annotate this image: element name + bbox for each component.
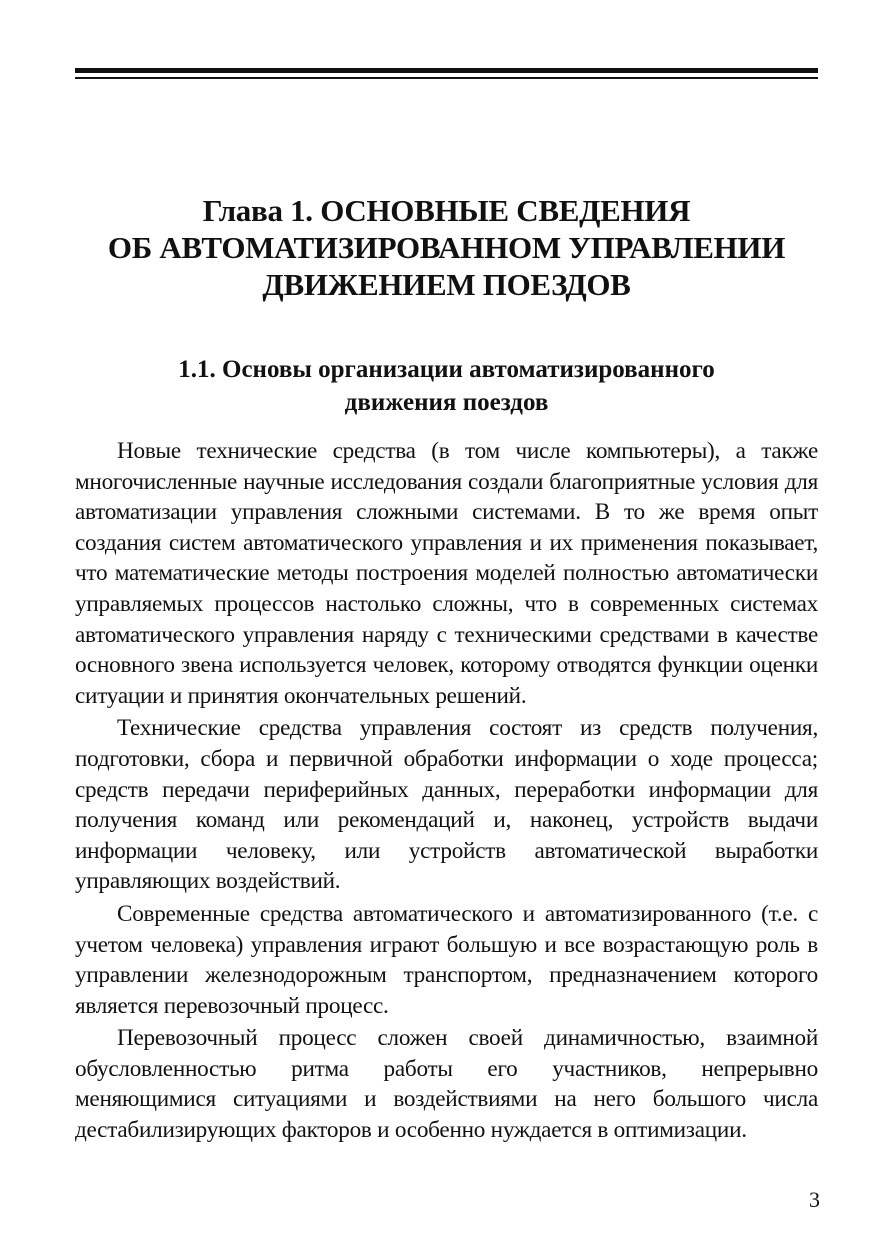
header-rule [75,68,818,79]
paragraph: Современные средства автоматического и автоматизированного (т.е. с учетом человека) управления играют большую и все возрастающую роль в управлении железнодорожным транспортом, предназначением которого является перевозочный процесс. [75,900,818,1019]
chapter-title-line: ОБ АВТОМАТИЗИРОВАННОМ УПРАВЛЕНИИ [107,230,786,265]
paragraph: Новые технические средства (в том числе компьютеры), а также многочисленные научные исследования создали благоприятные условия для автоматизации управления сложными системами. В то же время опыт создания систем автоматического управления и их применения показывает, что математические методы построения моделей полностью автоматически управляемых процессов настолько сложны, что в современных системах автоматического управления наряду с техническими средствами в качестве основного звена используется человек, которому отводятся функции оценки ситуации и принятия окончательных решений. [75,438,818,709]
header-rule-thin [75,77,818,79]
chapter-title [75,192,818,303]
section-title-line: движения поездов [344,389,549,416]
page-number: 3 [809,1187,820,1212]
paragraph: Перевозочный процесс сложен своей динамичностью, взаимной обусловленностью ритма работы его участников, непрерывно меняющимися ситуациями и воздействиями на него большого числа дестабилизирующих факторов и особенно нуждается в оптимизации. [75,1025,818,1144]
chapter-title-line: Глава 1. ОСНОВНЫЕ СВЕДЕНИЯ [202,193,691,228]
body-text [75,436,818,1146]
section-title [75,353,818,419]
paragraph: Технические средства управления состоят из средств получения, подготовки, сбора и первичной обработки информации о ходе процесса; средств передачи периферийных данных, переработки информации для получения команд или рекомендаций и, наконец, устройств выдачи информации человеку, или устройств автоматической выработки управляющих воздействий. [75,715,818,895]
chapter-title-line: ДВИЖЕНИЕМ ПОЕЗДОВ [262,267,631,302]
header-rule-thick [75,68,818,73]
section-title-line: 1.1. Основы организации автоматизированного [178,356,715,383]
